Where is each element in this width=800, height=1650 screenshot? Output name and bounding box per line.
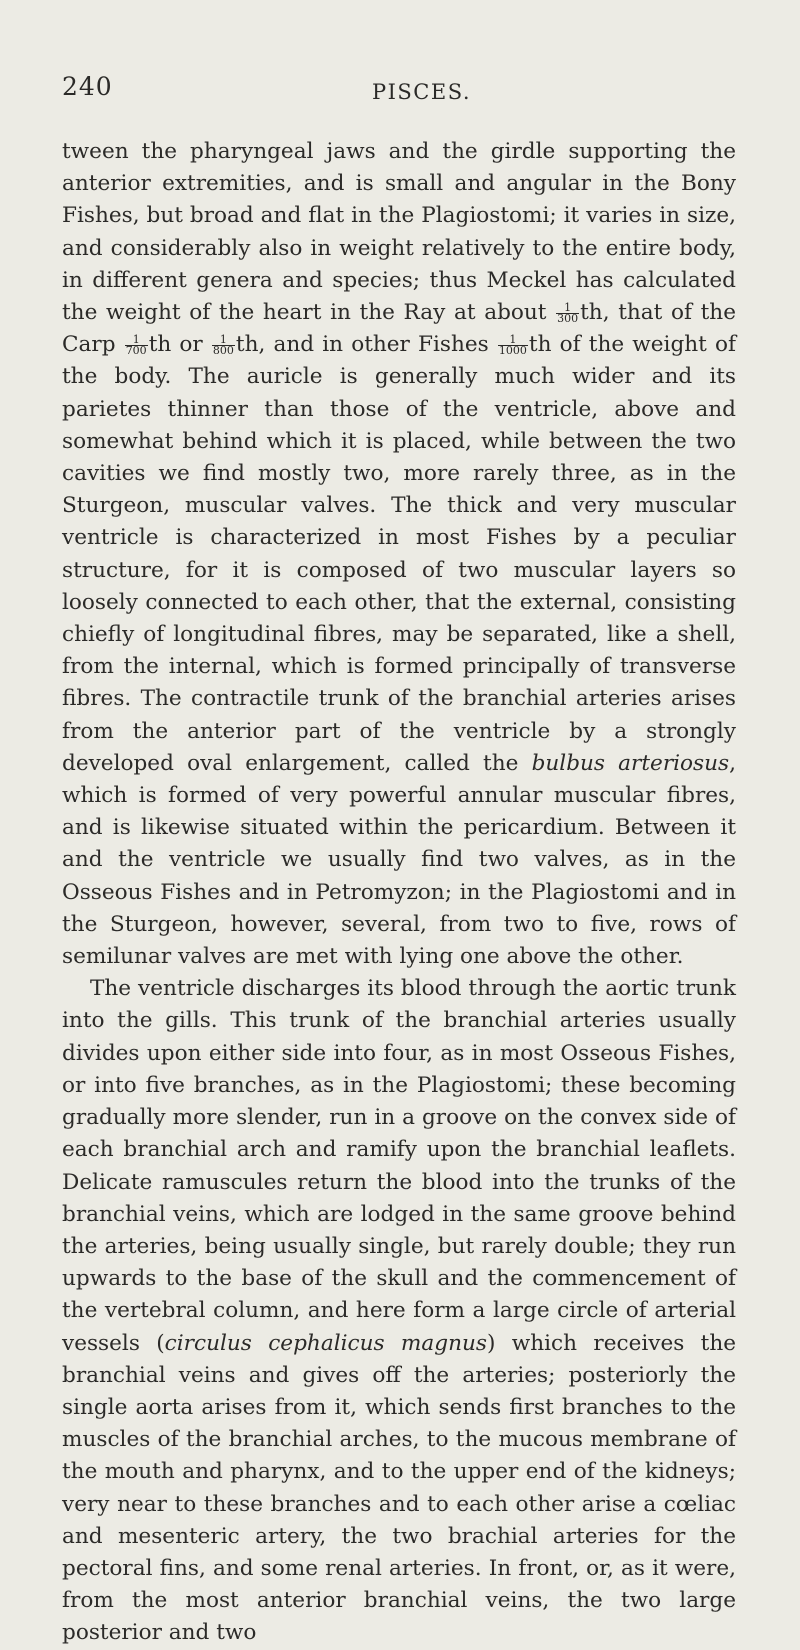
italic-term: bulbus arteriosus [531,750,730,776]
fraction [212,332,235,357]
fraction-denominator: 700 [125,343,147,357]
text-run: th or [148,332,211,358]
fraction-numerator: 1 [125,335,148,346]
fraction-numerator: 1 [556,303,579,314]
paragraph [62,973,736,1649]
body-text [62,136,736,1650]
text-run: , which is formed of very powerful annular muscular fibres, and is likewise situated within the pericardium. Between it and the ventricle we usually find two valves, as in the Osseous Fishes and in Petromyzon; in the Plagiostomi and in the Sturgeon, however, several, from two to five, rows of semilunar valves are met with lying one above the other. [62,750,737,970]
text-run: tween the pharyngeal jaws and the girdle supporting the anterior extremities, and is small and angular in the Bony Fishes, but broad and flat in the Plagiostomi; it varies in size, and considerably also in weight relatively to the entire body, in different genera and species; thus Meckel has calculated the weight of the heart in the Ray at about [62,139,736,326]
fraction [125,332,148,357]
italic-term: circulus cephalicus magnus [164,1330,487,1356]
page-number: 240 [62,72,113,101]
fraction [498,332,528,357]
text-run: th of the weight of the body. The auricle is generally much wider and its parietes thinner than those of the ventricle, above and somewhat behind which it is placed, while between the two cavities we find mostly two, more rarely three, as in the Sturgeon, muscular valves. The thick and very muscular ventricle is characterized in most Fishes by a peculiar structure, for it is composed of two muscular layers so loosely connected to each other, that the external, consisting chiefly of longitudinal fibres, may be separated, like a shell, from the internal, which is formed principally of transverse fibres. The contractile trunk of the branchial arteries arises from the anterior part of the ventricle by a strongly developed oval enlargement, called the [62,332,736,776]
fraction-denominator: 1000 [498,343,527,357]
running-head: PISCES. [372,80,472,104]
text-run: ) which receives the branchial veins and gives off the arteries; posteriorly the single aorta arises from it, which sends first branches to the muscles of the branchial arches, to the mucous membrane of the mouth and pharynx, and to the upper end of the kidneys; very near to these branches and to each other arise a cœliac and mesenteric artery, the two brachial arteries for the pectoral fins, and some renal arteries. In front, or, as it were, from the most anterior branchial veins, the two large posterior and two [62,1330,737,1646]
page-header [62,72,736,112]
fraction-denominator: 300 [557,311,579,325]
fraction [556,300,579,325]
text-run: th, that of the Carp [62,300,736,358]
fraction-numerator: 1 [212,335,235,346]
fraction-numerator: 1 [498,335,528,346]
text-run: The ventricle discharges its blood through the aortic trunk into the gills. This trunk of the branchial arteries usually divides upon either side into four, as in most Osseous Fishes, or into five branches, as in the Plagiostomi; these becoming gradually more slender, run in a groove on the convex side of each branchial arch and ramify upon the branchial leaflets. Delicate ramuscules return the blood into the trunks of the branchial veins, which are lodged in the same groove behind the arteries, being usually single, but rarely double; they run upwards to the base of the skull and the commencement of the vertebral column, and here form a large circle of arterial vessels ( [62,976,736,1356]
paragraph [62,136,736,973]
fraction-denominator: 800 [212,343,234,357]
text-run: th, and in other Fishes [235,332,497,358]
book-page [62,72,736,1650]
